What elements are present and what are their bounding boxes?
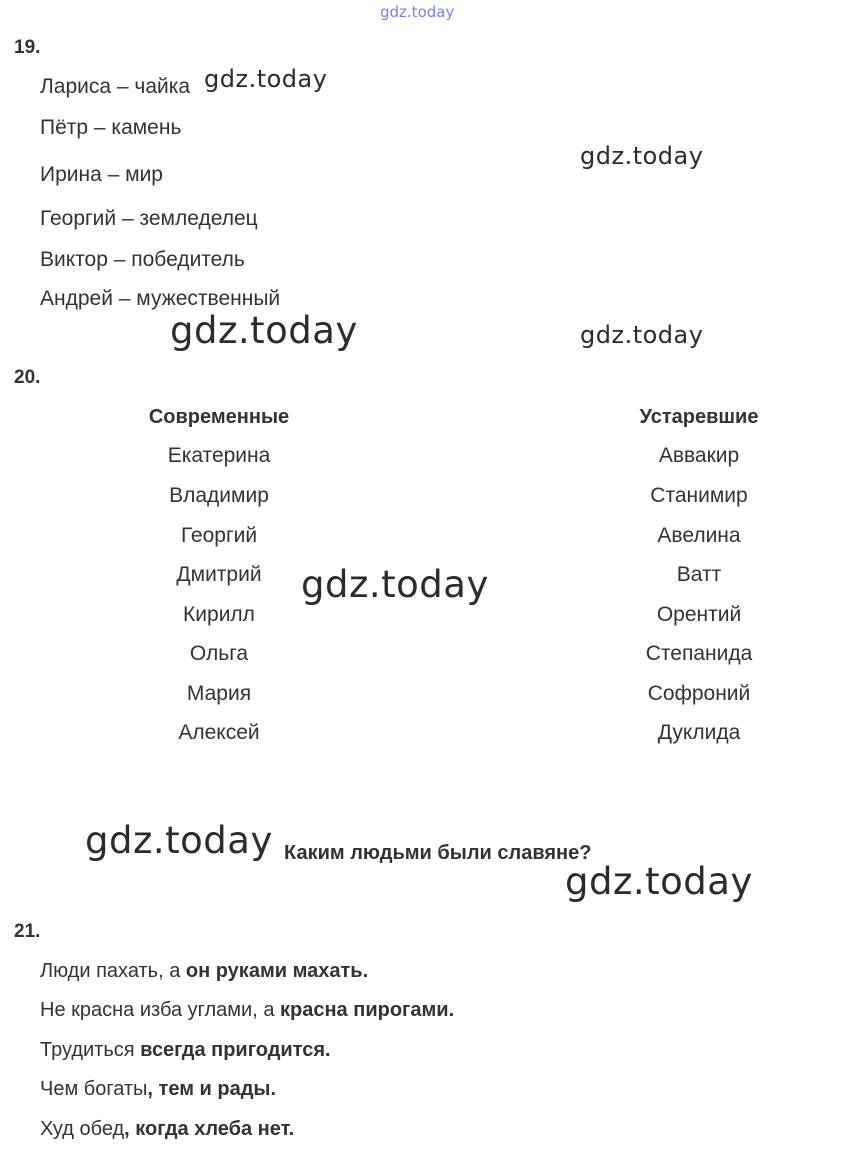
ex19-line-2: Пётр – камень [40, 116, 182, 139]
ex19-line-5: Виктор – победитель [40, 248, 245, 271]
ex19-line-4: Георгий – земледелец [40, 207, 258, 230]
ex19-line-6: Андрей – мужественный [40, 287, 281, 310]
exercise-21-number: 21. [14, 921, 41, 942]
section-title: Каким людьми были славяне? [284, 842, 592, 864]
proverb-plain: Худ обед [40, 1118, 125, 1140]
watermark-top: gdz.today [380, 3, 455, 21]
exercise-19-number: 19. [14, 37, 41, 58]
obsolete-name: Софроний [647, 682, 751, 705]
watermark-2: gdz.today [580, 142, 704, 170]
proverb-plain: Люди пахать, а [40, 960, 186, 982]
modern-name: Екатерина [167, 444, 271, 467]
proverb-5 [40, 1117, 294, 1141]
modern-name: Алексей [178, 721, 260, 744]
modern-name: Дмитрий [176, 563, 262, 586]
watermark-5: gdz.today [301, 563, 489, 606]
proverb-bold: , когда хлеба нет. [124, 1118, 295, 1140]
obsolete-name: Авелина [657, 524, 741, 547]
proverb-plain: Не красна изба углами, а [40, 999, 280, 1021]
obsolete-name: Аввакир [658, 444, 740, 467]
obsolete-name: Дуклида [657, 721, 741, 744]
obsolete-name: Станимир [650, 484, 748, 507]
watermark-1: gdz.today [204, 65, 328, 93]
watermark-3: gdz.today [170, 309, 358, 352]
modern-name: Ольга [189, 642, 249, 665]
obsolete-names-header: Устаревшие [639, 406, 759, 428]
proverb-plain: Трудиться [40, 1039, 141, 1061]
obsolete-name: Степанида [645, 642, 753, 665]
obsolete-name: Ватт [676, 563, 722, 586]
proverb-bold: красна пирогами. [280, 999, 455, 1021]
modern-name: Кирилл [183, 603, 255, 626]
proverb-2 [40, 998, 454, 1022]
modern-name: Владимир [169, 484, 269, 507]
modern-name: Георгий [180, 524, 258, 547]
watermark-7: gdz.today [565, 860, 753, 903]
modern-name: Мария [186, 682, 252, 705]
ex19-line-1: Лариса – чайка [40, 75, 191, 98]
watermark-4: gdz.today [580, 321, 704, 349]
proverb-bold: он руками махать. [185, 960, 369, 982]
proverb-4 [40, 1077, 276, 1101]
obsolete-name: Орентий [656, 603, 742, 626]
proverb-1 [40, 959, 368, 983]
ex19-line-3: Ирина – мир [40, 163, 163, 186]
modern-names-header: Современные [148, 406, 290, 428]
watermark-6: gdz.today [85, 819, 273, 862]
proverb-bold: всегда пригодится. [140, 1039, 331, 1061]
proverb-3 [40, 1038, 331, 1062]
exercise-20-number: 20. [14, 367, 41, 388]
proverb-plain: Чем богаты [40, 1078, 148, 1100]
proverb-bold: , тем и рады. [147, 1078, 277, 1100]
